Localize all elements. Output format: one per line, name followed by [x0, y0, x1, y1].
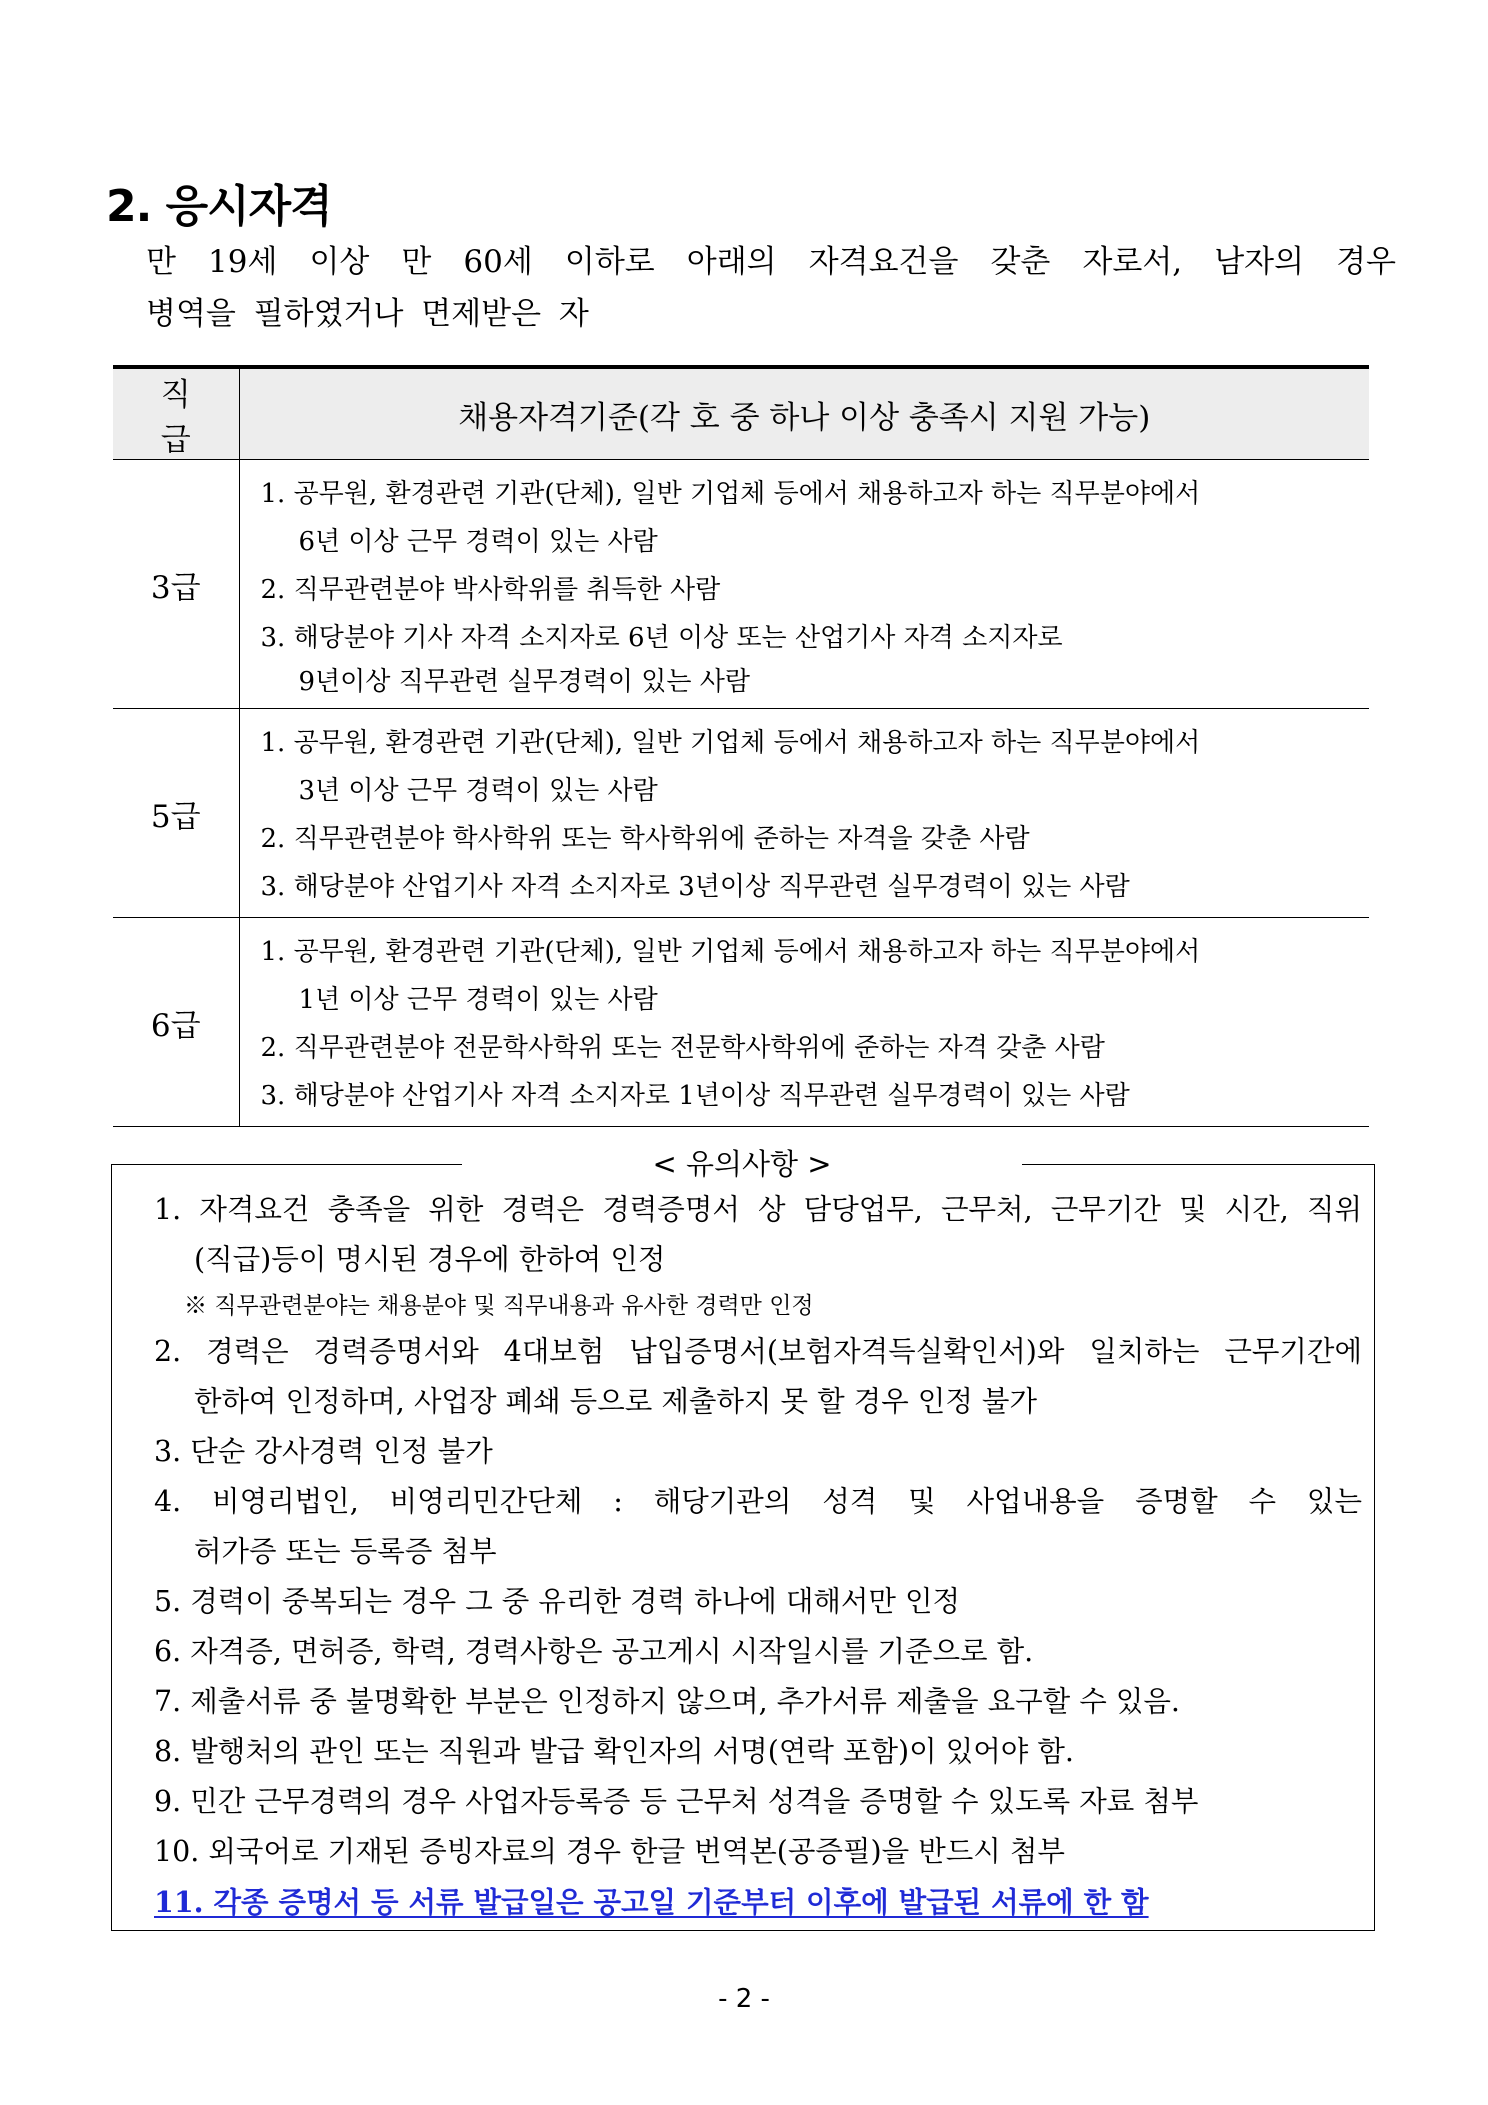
notes-box	[111, 1147, 1375, 1931]
section-heading: 2. 응시자격	[106, 181, 332, 232]
note-item-continuation: (직급)등이 명시된 경우에 한하여 인정	[194, 1243, 666, 1276]
intro-line-2: 병역을 필하였거나 면제받은 자	[146, 296, 589, 332]
note-item: 3. 단순 강사경력 인정 불가	[154, 1435, 493, 1468]
grade-cell: 6급	[113, 918, 239, 1127]
notes-title: < 유의사항 >	[462, 1141, 1022, 1187]
note-item: 4. 비영리법인, 비영리민간단체 : 해당기관의 성격 및 사업내용을 증명할 수 있는	[154, 1485, 1362, 1518]
criteria-line: 1년 이상 근무 경력이 있는 사람	[298, 985, 658, 1015]
grade-cell: 3급	[113, 460, 239, 709]
header-criteria: 채용자격기준(각 호 중 하나 이상 충족시 지원 가능)	[239, 367, 1369, 460]
eligibility-intro	[146, 236, 1396, 340]
note-item: 7. 제출서류 중 불명확한 부분은 인정하지 않으며, 추가서류 제출을 요구할 수 있음.	[154, 1685, 1180, 1718]
table-header-row	[113, 367, 1369, 460]
criteria-line: 6년 이상 근무 경력이 있는 사람	[298, 527, 658, 557]
notes-list	[154, 1185, 1362, 1928]
criteria-line: 2. 직무관련분야 전문학사학위 또는 전문학사학위에 준하는 자격 갖춘 사람	[260, 1033, 1105, 1063]
grade-cell: 5급	[113, 709, 239, 918]
criteria-line: 1. 공무원, 환경관련 기관(단체), 일반 기업체 등에서 채용하고자 하는 직무분야에서	[260, 479, 1201, 509]
header-grade: 직 급	[113, 367, 239, 460]
note-item: 1. 자격요건 충족을 위한 경력은 경력증명서 상 담당업무, 근무처, 근무기간 및 시간, 직위	[154, 1193, 1362, 1226]
table-row-grade-3	[113, 460, 1369, 709]
qualification-table	[113, 365, 1369, 1127]
criteria-line: 2. 직무관련분야 박사학위를 취득한 사람	[260, 575, 721, 605]
note-item: 6. 자격증, 면허증, 학력, 경력사항은 공고게시 시작일시를 기준으로 함.	[154, 1635, 1034, 1668]
intro-line-1: 만 19세 이상 만 60세 이하로 아래의 자격요건을 갖춘 자로서, 남자의 경우	[146, 244, 1396, 280]
emphasized-text: 11. 각종 증명서 등 서류 발급일은 공고일 기준부터 이후에 발급된 서류에 한 함	[154, 1885, 1149, 1919]
note-item: 2. 경력은 경력증명서와 4대보험 납입증명서(보험자격득실확인서)와 일치하는 근무기간에	[154, 1335, 1362, 1368]
criteria-line: 9년이상 직무관련 실무경력이 있는 사람	[298, 667, 750, 697]
criteria-line: 3. 해당분야 산업기사 자격 소지자로 1년이상 직무관련 실무경력이 있는 사람	[260, 1081, 1130, 1111]
note-item-continuation: 한하여 인정하며, 사업장 폐쇄 등으로 제출하지 못 할 경우 인정 불가	[194, 1385, 1037, 1418]
criteria-line: 1. 공무원, 환경관련 기관(단체), 일반 기업체 등에서 채용하고자 하는 직무분야에서	[260, 937, 1201, 967]
note-item: 8. 발행처의 관인 또는 직원과 발급 확인자의 서명(연락 포함)이 있어야 함.	[154, 1735, 1074, 1768]
note-remark: ※ 직무관련분야는 채용분야 및 직무내용과 유사한 경력만 인정	[184, 1293, 814, 1319]
note-item-continuation: 허가증 또는 등록증 첨부	[194, 1535, 497, 1568]
note-item: 5. 경력이 중복되는 경우 그 중 유리한 경력 하나에 대해서만 인정	[154, 1585, 961, 1618]
note-item: 9. 민간 근무경력의 경우 사업자등록증 등 근무처 성격을 증명할 수 있도록 자료 첨부	[154, 1785, 1199, 1818]
page-number: - 2 -	[718, 1984, 770, 2014]
criteria-line: 2. 직무관련분야 학사학위 또는 학사학위에 준하는 자격을 갖춘 사람	[260, 824, 1030, 854]
criteria-line: 3. 해당분야 기사 자격 소지자로 6년 이상 또는 산업기사 자격 소지자로	[260, 623, 1063, 653]
criteria-cell	[239, 709, 1369, 918]
table-row-grade-6	[113, 918, 1369, 1127]
criteria-line: 1. 공무원, 환경관련 기관(단체), 일반 기업체 등에서 채용하고자 하는 직무분야에서	[260, 728, 1201, 758]
criteria-cell	[239, 918, 1369, 1127]
criteria-line: 3년 이상 근무 경력이 있는 사람	[298, 776, 658, 806]
criteria-cell	[239, 460, 1369, 709]
note-item: 10. 외국어로 기재된 증빙자료의 경우 한글 번역본(공증필)을 반드시 첨부	[154, 1835, 1065, 1868]
note-item-emphasized	[154, 1877, 1362, 1928]
table-row-grade-5	[113, 709, 1369, 918]
criteria-line: 3. 해당분야 산업기사 자격 소지자로 3년이상 직무관련 실무경력이 있는 사람	[260, 872, 1130, 902]
